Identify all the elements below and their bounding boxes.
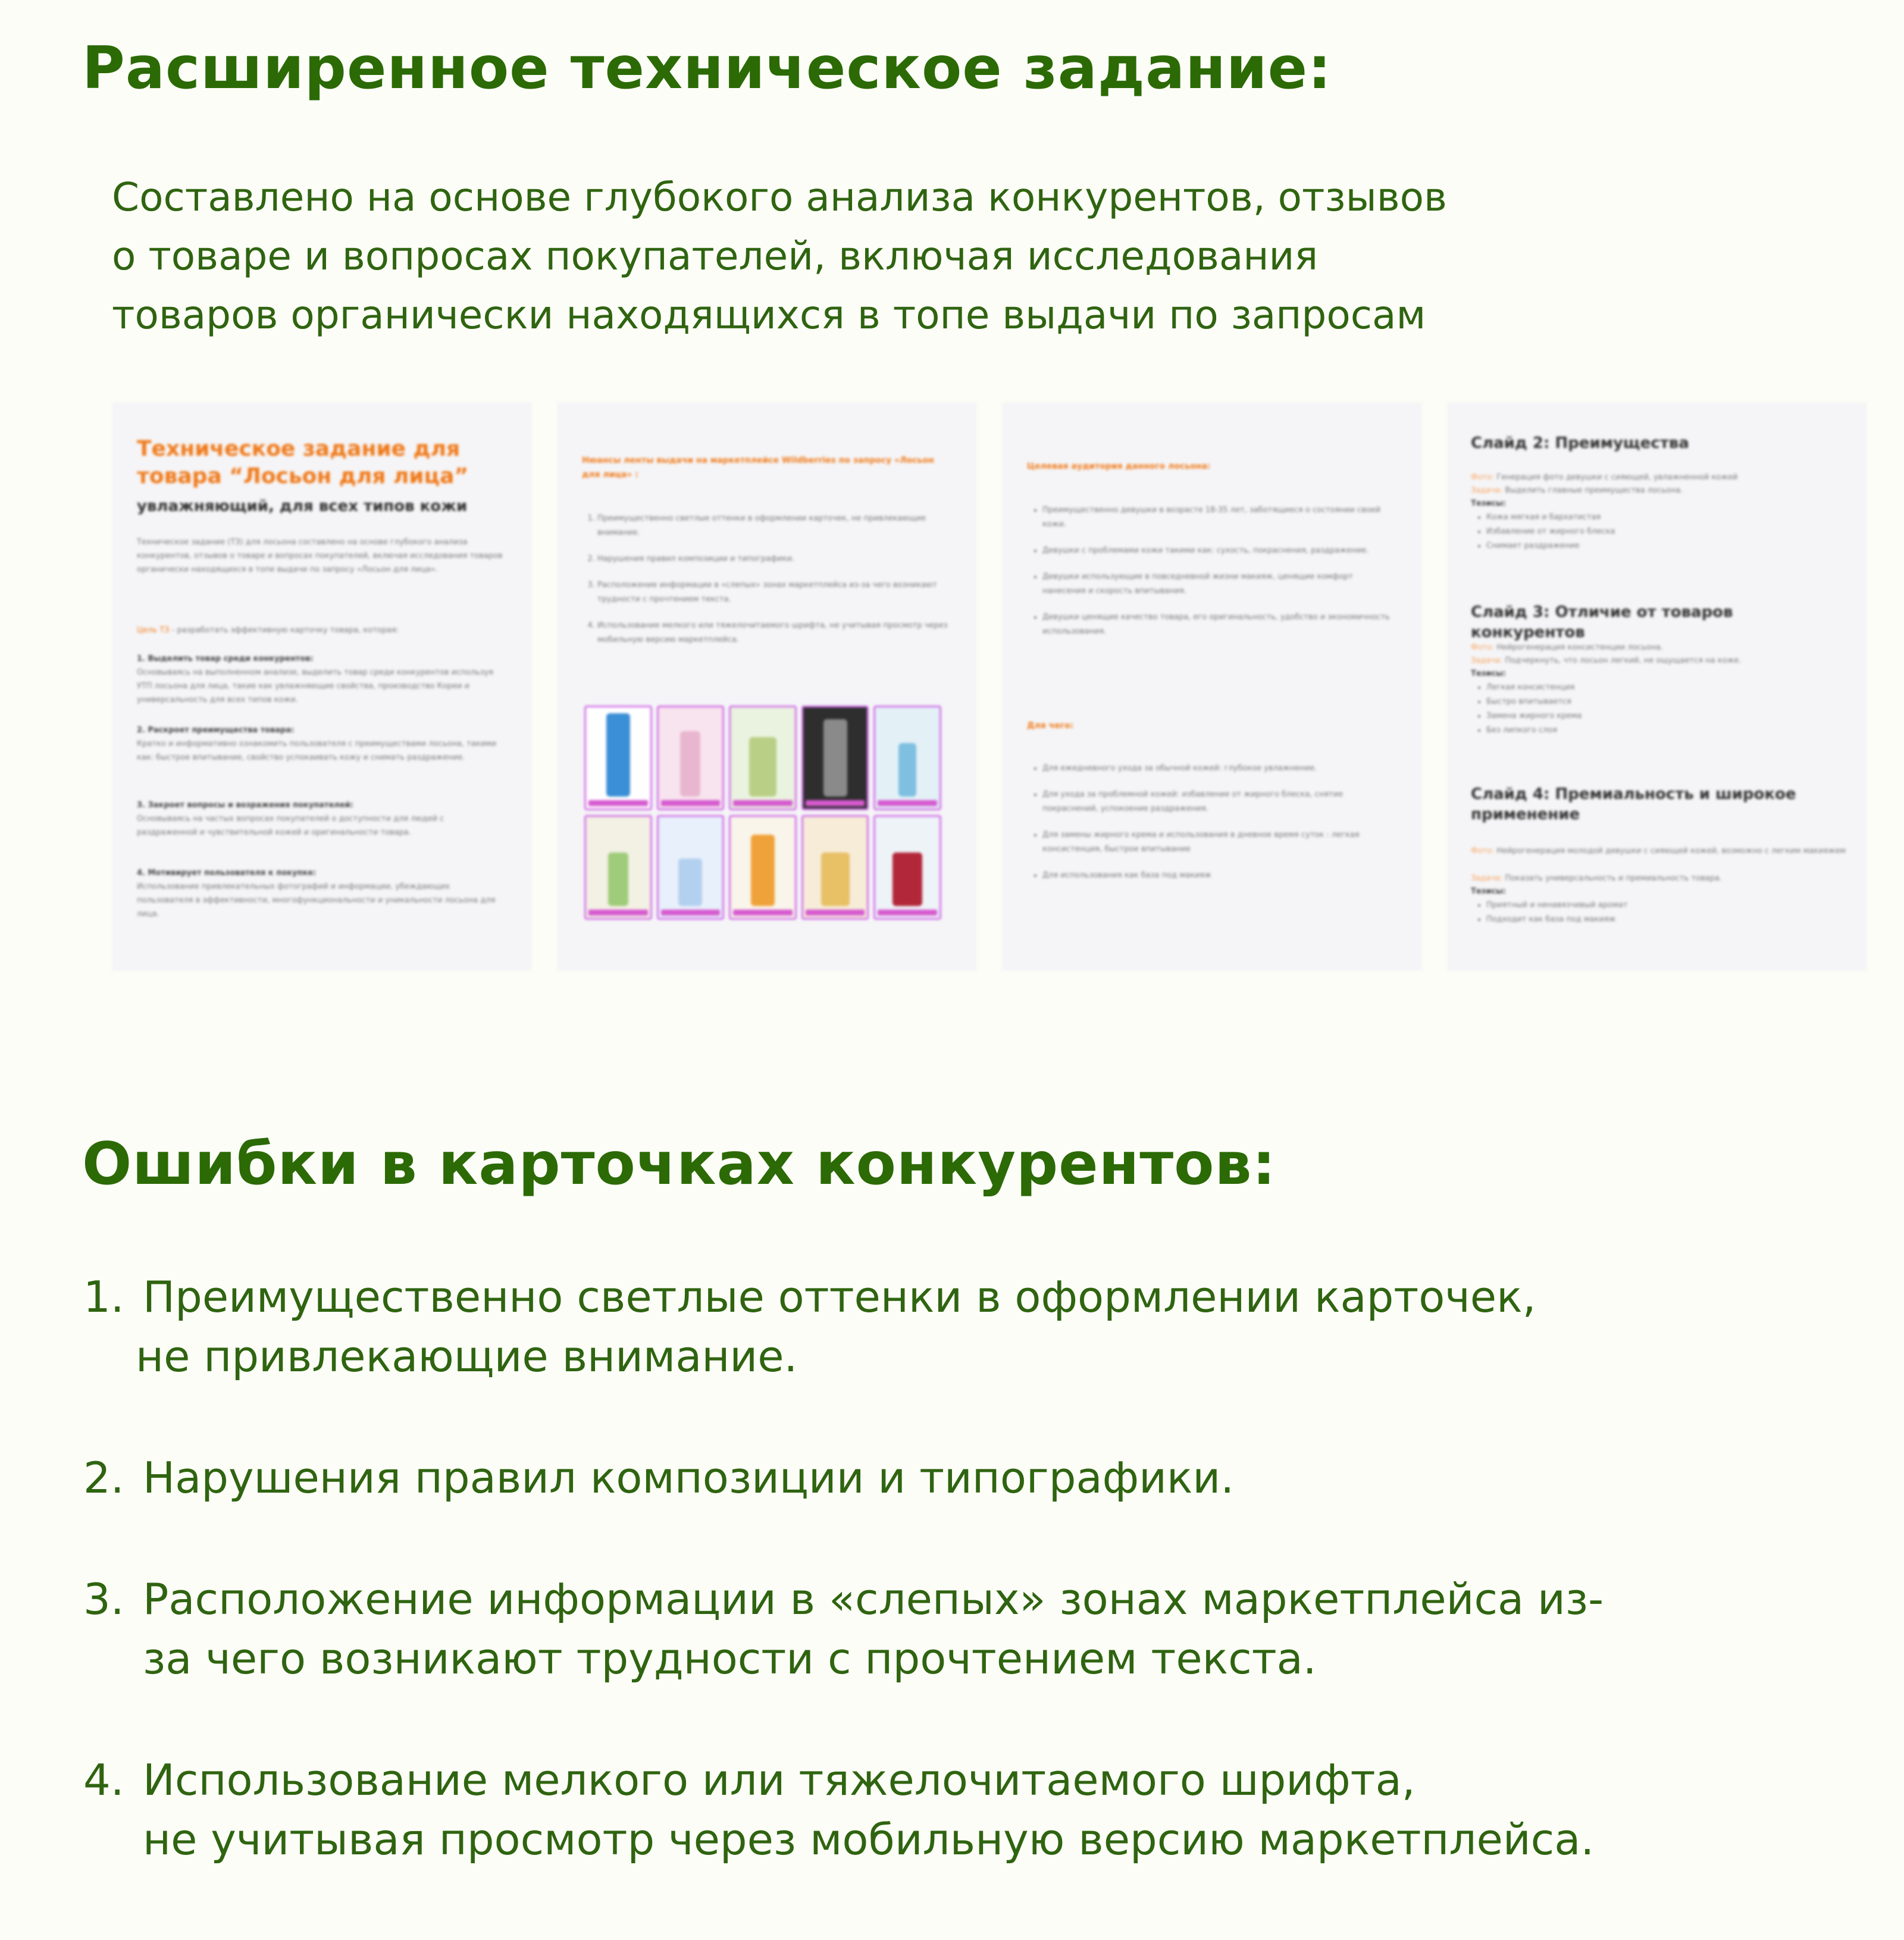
purpose-list bbox=[1027, 761, 1396, 895]
list-item: • Подходит как база под макияж bbox=[1486, 913, 1852, 927]
list-item: 2. Нарушения правил композиции и типографики. bbox=[597, 552, 951, 566]
task-text: Подчеркнуть, что лосьон легкий, не ощущается на коже. bbox=[1502, 656, 1742, 665]
section-title-errors: Ошибки в карточках конкурентов: bbox=[82, 1130, 1276, 1198]
item-line: Нарушения правил композиции и типографики. bbox=[143, 1453, 1235, 1503]
card-item bbox=[137, 866, 506, 921]
product-thumbnail bbox=[729, 706, 797, 810]
slide-task bbox=[1471, 654, 1852, 667]
photo-label: Фото: bbox=[1471, 847, 1495, 855]
slide-theses bbox=[1471, 885, 1852, 927]
theses-label: Тезисы: bbox=[1471, 499, 1507, 508]
slide-task bbox=[1471, 484, 1852, 497]
card-heading: Нюансы ленты выдачи на маркетплейсе Wildberries по запросу «Лосьон для лица» : bbox=[582, 456, 934, 479]
list-item: • Для ухода за проблемной кожей: избавление от жирного блеска, снятие покраснений, успокоение раздражения. bbox=[1042, 788, 1396, 816]
item-line: не привлекающие внимание. bbox=[136, 1331, 798, 1381]
item-body: Кратко и информативно ознакомить пользователя с преимуществами лосьона, такими как: быстрое впитывание, свойство успокаивать кожу и снимать раздражение. bbox=[137, 739, 497, 762]
product-thumbnail bbox=[801, 706, 869, 810]
slide-photo bbox=[1471, 845, 1852, 858]
slide-photo bbox=[1471, 471, 1852, 484]
card-list bbox=[582, 512, 951, 659]
photo-label: Фото: bbox=[1471, 643, 1495, 652]
slide-heading: Слайд 4: Премиальность и широкое применение bbox=[1471, 785, 1796, 823]
card-intro: Техническое задание (ТЗ) для лосьона составлено на основе глубокого анализа конкурентов, отзывов о товаре и вопросах покупателей, включая исследования товаров органически находящихся в топе выдачи по запросу «Лосьон для лица». bbox=[137, 538, 503, 574]
item-number: 4. bbox=[83, 1755, 124, 1805]
list-item: • Снимает раздражение bbox=[1486, 539, 1852, 553]
photo-label: Фото: bbox=[1471, 473, 1495, 482]
error-item bbox=[83, 1267, 1868, 1386]
intro-line: товаров органически находящихся в топе выдачи по запросам bbox=[112, 292, 1426, 338]
slide-theses bbox=[1471, 497, 1852, 553]
preview-card-audience bbox=[1002, 402, 1422, 971]
intro-line: Составлено на основе глубокого анализа конкурентов, отзывов bbox=[112, 174, 1447, 220]
item-line: Использование мелкого или тяжелочитаемого шрифта, bbox=[143, 1755, 1416, 1805]
list-item: • Кожа мягкая и бархатистая bbox=[1486, 510, 1852, 525]
item-head: 4. Мотивирует пользователя к покупке: bbox=[137, 869, 317, 877]
list-item: • Избавление от жирного блеска bbox=[1486, 525, 1852, 539]
card-goal bbox=[137, 623, 506, 637]
product-thumbnail bbox=[657, 706, 725, 810]
list-item: • Девушки использующие в повседневной жизни макияж, ценящие комфорт нанесения и скорость впитывания. bbox=[1042, 570, 1396, 598]
photo-text: Генерация фото девушки с сияющей, увлажненной кожей bbox=[1494, 473, 1738, 482]
task-label: Задача: bbox=[1471, 874, 1503, 883]
list-item: • Девушки с проблемами кожи такими как: сухость, покраснения, раздражение. bbox=[1042, 544, 1396, 558]
item-number: 1. bbox=[83, 1272, 124, 1322]
list-item: • Замена жирного крема bbox=[1486, 709, 1852, 723]
list-item: • Без липкого слоя bbox=[1486, 723, 1852, 738]
preview-card-slides bbox=[1447, 402, 1867, 971]
product-thumbnail bbox=[873, 706, 941, 810]
task-label: Задача: bbox=[1471, 656, 1503, 665]
card-heading: Для чего: bbox=[1027, 721, 1074, 731]
task-text: Показать универсальность и премиальность товара. bbox=[1502, 874, 1722, 883]
preview-card-feed bbox=[557, 402, 977, 971]
preview-card-tz bbox=[112, 402, 532, 971]
list-item: • Для ежедневного ухода за обычной кожей: глубокое увлажнение. bbox=[1042, 761, 1396, 776]
intro-line: о товаре и вопросах покупателей, включая исследования bbox=[112, 233, 1319, 279]
photo-text: Нейрогенерация консистенции лосьона. bbox=[1494, 643, 1664, 652]
card-heading: Целевая аудитория данного лосьона: bbox=[1027, 462, 1211, 471]
item-body: Основываясь на выполненном анализе, выделить товар среди конкурентов используя УТП лосьона для лица, такие как увлажняющие свойства, производство Кореи и универсальность для всех типов кожи. bbox=[137, 668, 494, 704]
item-body: Основываясь на частых вопросах покупателей о доступности для людей с раздраженной и чувствительной кожей и оригинальности товара. bbox=[137, 814, 444, 837]
item-line: не учитывая просмотр через мобильную версию маркетплейса. bbox=[143, 1814, 1595, 1864]
list-item: • Легкая консистенция bbox=[1486, 681, 1852, 695]
product-thumbnail bbox=[873, 815, 941, 920]
intro-text bbox=[112, 168, 1837, 344]
goal-text: - разработать эффективную карточку товара, которая: bbox=[169, 626, 399, 635]
slide-heading: Слайд 2: Преимущества bbox=[1471, 434, 1689, 452]
card-title: Техническое задание для товара “Лосьон для лица” bbox=[137, 437, 469, 488]
list-item: • Быстро впитывается bbox=[1486, 695, 1852, 709]
error-item bbox=[83, 1448, 1868, 1508]
product-thumbnail bbox=[584, 706, 652, 810]
slide-task bbox=[1471, 872, 1852, 885]
task-text: Выделить главные преимущества лосьона. bbox=[1502, 486, 1683, 495]
error-item bbox=[83, 1750, 1868, 1869]
list-item: • Преимущественно девушки в возрасте 18-35 лет, заботящиеся о состоянии своей кожи. bbox=[1042, 503, 1396, 532]
list-item: 1. Преимущественно светлые оттенки в оформлении карточек, не привлекающие внимание. bbox=[597, 512, 951, 540]
list-item: 3. Расположение информации в «слепых» зонах маркетплейса из-за чего возникают трудности с прочтением текста. bbox=[597, 578, 951, 607]
card-item bbox=[137, 652, 506, 707]
list-item: • Для замены жирного крема и использования в дневное время суток : легкая консистенция, быстрое впитывание bbox=[1042, 828, 1396, 857]
card-item bbox=[137, 723, 506, 764]
error-item bbox=[83, 1569, 1868, 1688]
theses-label: Тезисы: bbox=[1471, 669, 1507, 678]
list-item: • Девушки ценящие качество товара, его оригинальность, удобство и экономичность использования. bbox=[1042, 610, 1396, 639]
competitor-thumbnails bbox=[584, 706, 941, 920]
item-number: 3. bbox=[83, 1574, 124, 1624]
item-head: 1. Выделить товар среди конкурентов: bbox=[137, 654, 314, 663]
item-line: Преимущественно светлые оттенки в оформлении карточек, bbox=[143, 1272, 1536, 1322]
slide-photo bbox=[1471, 641, 1852, 654]
product-thumbnail bbox=[584, 815, 652, 920]
item-line: Расположение информации в «слепых» зонах маркетплейса из- bbox=[143, 1574, 1604, 1624]
photo-text: Нейрогенерация молодой девушки с сияющей кожей, возможно с легким макияжем bbox=[1494, 847, 1846, 855]
card-item bbox=[137, 798, 506, 839]
audience-list bbox=[1027, 503, 1396, 651]
product-thumbnail bbox=[801, 815, 869, 920]
task-label: Задача: bbox=[1471, 486, 1503, 495]
item-number: 2. bbox=[83, 1453, 124, 1503]
list-item: 4. Использование мелкого или тяжелочитаемого шрифта, не учитывая просмотр через мобильную версию маркетплейса. bbox=[597, 619, 951, 647]
list-item: • Для использования как база под макияж bbox=[1042, 869, 1396, 883]
slide-theses bbox=[1471, 667, 1852, 738]
card-subtitle: увлажняющий, для всех типов кожи bbox=[137, 497, 468, 515]
section-title-tz: Расширенное техническое задание: bbox=[82, 35, 1332, 102]
list-item: • Приятный и ненавязчивый аромат bbox=[1486, 898, 1852, 913]
product-thumbnail bbox=[657, 815, 725, 920]
item-line: за чего возникают трудности с прочтением текста. bbox=[143, 1634, 1317, 1684]
item-head: 3. Закроет вопросы и возражения покупателей: bbox=[137, 801, 353, 810]
item-head: 2. Раскроет преимущества товара: bbox=[137, 726, 295, 735]
slide-heading: Слайд 3: Отличие от товаров конкурентов bbox=[1471, 603, 1733, 641]
item-body: Использование привлекательных фотографий и информации, убеждающих пользователя в эффективности, многофункциональности и уникальности лосьона для лица. bbox=[137, 882, 496, 919]
product-thumbnail bbox=[729, 815, 797, 920]
errors-list bbox=[83, 1267, 1868, 1931]
goal-label: Цель ТЗ bbox=[137, 626, 170, 635]
theses-label: Тезисы: bbox=[1471, 887, 1507, 896]
